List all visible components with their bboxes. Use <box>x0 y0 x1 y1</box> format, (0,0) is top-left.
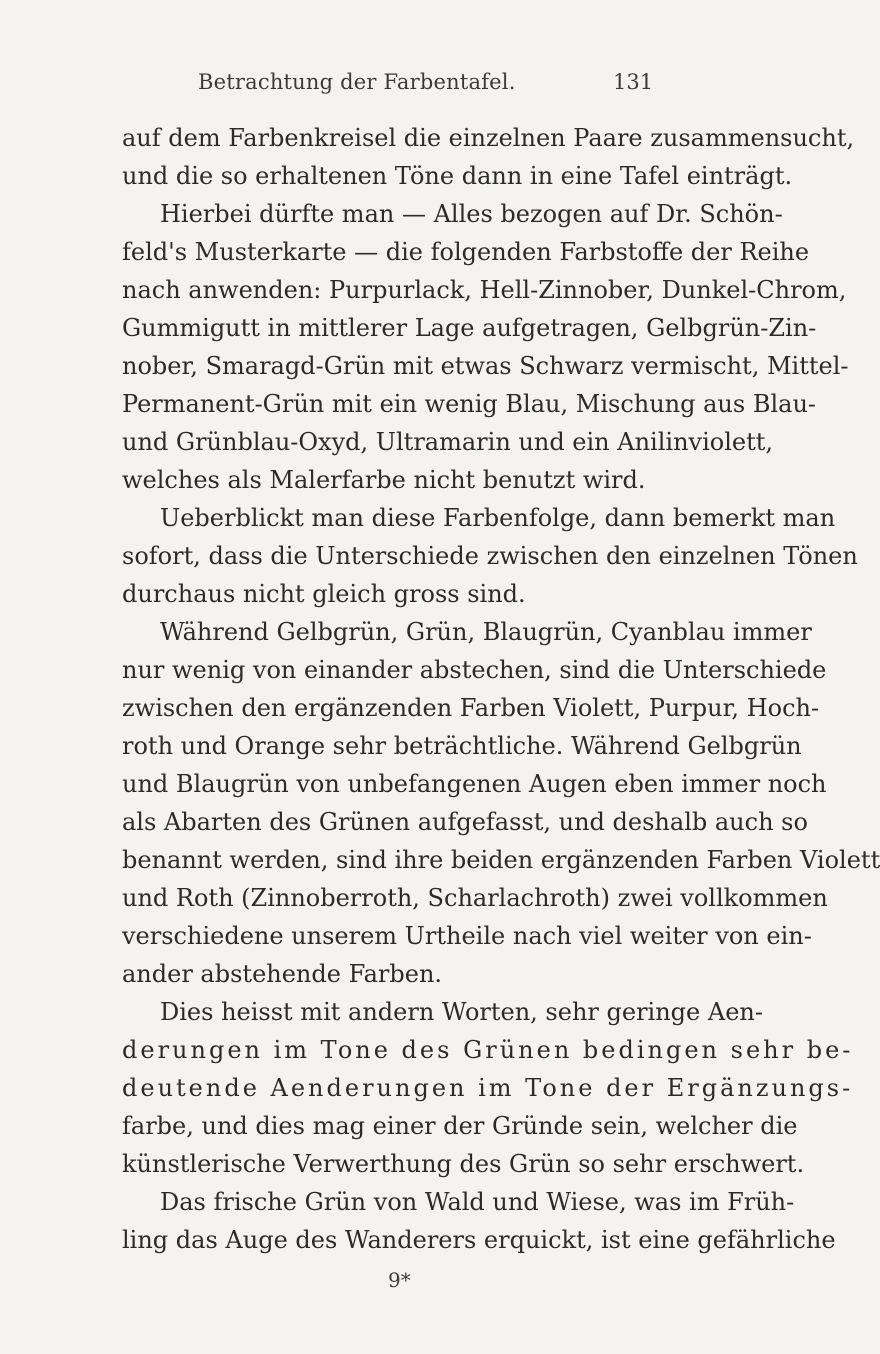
text-line: sofort, dass die Unterschiede zwischen den einzelnen Tönen <box>122 542 858 570</box>
text-line: Gummigutt in mittlerer Lage aufgetragen, Gelbgrün-Zin- <box>122 314 817 342</box>
text-line: und Roth (Zinnoberroth, Scharlachroth) zwei vollkommen <box>122 884 828 912</box>
text-line: zwischen den ergänzenden Farben Violett, Purpur, Hoch- <box>122 694 820 722</box>
text-line: Permanent-Grün mit ein wenig Blau, Mischung aus Blau- <box>122 390 817 418</box>
text-line: und Blaugrün von unbefangenen Augen eben immer noch <box>122 770 827 798</box>
text-line: durchaus nicht gleich gross sind. <box>122 580 526 608</box>
text-line: und Grünblau-Oxyd, Ultramarin und ein Anilinviolett, <box>122 428 774 456</box>
page-number: 131 <box>613 70 654 94</box>
text-line: roth und Orange sehr beträchtliche. Während Gelbgrün <box>122 732 802 760</box>
text-line: ander abstehende Farben. <box>122 960 443 988</box>
running-title: Betrachtung der Farbentafel. <box>198 70 516 94</box>
text-line: deutende Aenderungen im Tone der Ergänzungs- <box>122 1074 854 1102</box>
text-line: Während Gelbgrün, Grün, Blaugrün, Cyanblau immer <box>160 618 812 646</box>
text-line: nober, Smaragd-Grün mit etwas Schwarz vermischt, Mittel- <box>122 352 849 380</box>
text-line: ling das Auge des Wanderers erquickt, ist eine gefährliche <box>122 1226 836 1254</box>
text-line: feld's Musterkarte — die folgenden Farbstoffe der Reihe <box>122 238 810 266</box>
signature-mark: 9* <box>388 1268 411 1292</box>
text-line: nach anwenden: Purpurlack, Hell-Zinnober, Dunkel-Chrom, <box>122 276 847 304</box>
text-line: Das frische Grün von Wald und Wiese, was im Früh- <box>160 1188 795 1216</box>
text-line: nur wenig von einander abstechen, sind die Unterschiede <box>122 656 827 684</box>
text-line: derungen im Tone des Grünen bedingen sehr be- <box>122 1036 854 1064</box>
text-line: Hierbei dürfte man — Alles bezogen auf Dr. Schön- <box>160 200 783 228</box>
text-line: farbe, und dies mag einer der Gründe sein, welcher die <box>122 1112 798 1140</box>
text-line: Ueberblickt man diese Farbenfolge, dann bemerkt man <box>160 504 836 532</box>
text-line: als Abarten des Grünen aufgefasst, und deshalb auch so <box>122 808 808 836</box>
text-line: Dies heisst mit andern Worten, sehr geringe Aen- <box>160 998 763 1026</box>
text-line: künstlerische Verwerthung des Grün so sehr erschwert. <box>122 1150 805 1178</box>
text-line: verschiedene unserem Urtheile nach viel weiter von ein- <box>122 922 812 950</box>
running-head <box>0 70 801 110</box>
text-line: benannt werden, sind ihre beiden ergänzenden Farben Violett <box>122 846 880 874</box>
text-line: welches als Malerfarbe nicht benutzt wird. <box>122 466 646 494</box>
text-line: auf dem Farbenkreisel die einzelnen Paare zusammensucht, <box>122 124 855 152</box>
text-line: und die so erhaltenen Töne dann in eine Tafel einträgt. <box>122 162 793 190</box>
